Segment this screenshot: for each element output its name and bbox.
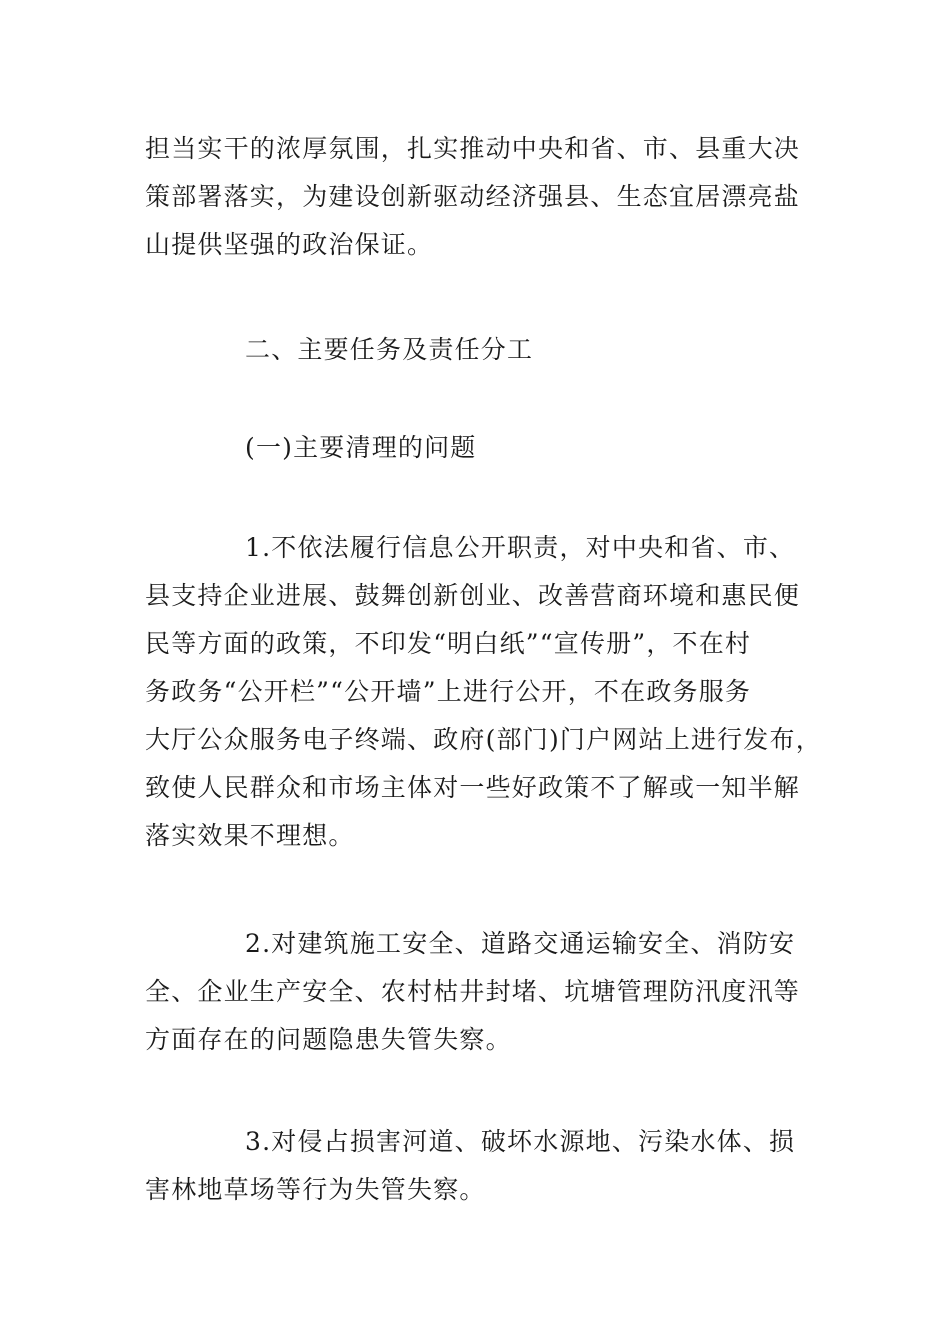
text-line: 山提供坚强的政治保证。	[145, 230, 434, 259]
text-line: 担当实干的浓厚氛围，扎实推动中央和省、市、县重大决	[145, 134, 801, 163]
text-line: 落实效果不理想。	[145, 821, 355, 850]
item-1-paragraph	[145, 524, 845, 860]
text-line: 策部署落实，为建设创新驱动经济强县、生态宜居漂亮盐	[145, 182, 801, 211]
subsection-heading-text: (一)主要清理的问题	[245, 433, 477, 462]
item-3-paragraph	[145, 1118, 845, 1214]
intro-continuation-paragraph	[145, 125, 845, 269]
section-heading-text: 二、主要任务及责任分工	[245, 335, 534, 364]
text-line: 县支持企业进展、鼓舞创新创业、改善营商环境和惠民便	[145, 581, 801, 610]
text-line: 大厅公众服务电子终端、政府(部门)门户网站上进行发布，	[145, 725, 822, 754]
text-line: 2.对建筑施工安全、道路交通运输安全、消防安	[245, 929, 796, 958]
text-line: 致使人民群众和市场主体对一些好政策不了解或一知半解	[145, 773, 801, 802]
section-heading	[145, 326, 845, 374]
text-line: 1.不依法履行信息公开职责，对中央和省、市、	[245, 533, 796, 562]
text-line: 全、企业生产安全、农村枯井封堵、坑塘管理防汛度汛等	[145, 977, 801, 1006]
text-line: 务政务“公开栏”“公开墙”上进行公开，不在政务服务	[145, 677, 752, 706]
text-line: 方面存在的问题隐患失管失察。	[145, 1025, 512, 1054]
subsection-heading	[145, 424, 845, 472]
text-line: 3.对侵占损害河道、破坏水源地、污染水体、损	[245, 1127, 796, 1156]
item-2-paragraph	[145, 920, 845, 1064]
text-line: 民等方面的政策，不印发“明白纸”“宣传册”，不在村	[145, 629, 752, 658]
text-line: 害林地草场等行为失管失察。	[145, 1175, 486, 1204]
